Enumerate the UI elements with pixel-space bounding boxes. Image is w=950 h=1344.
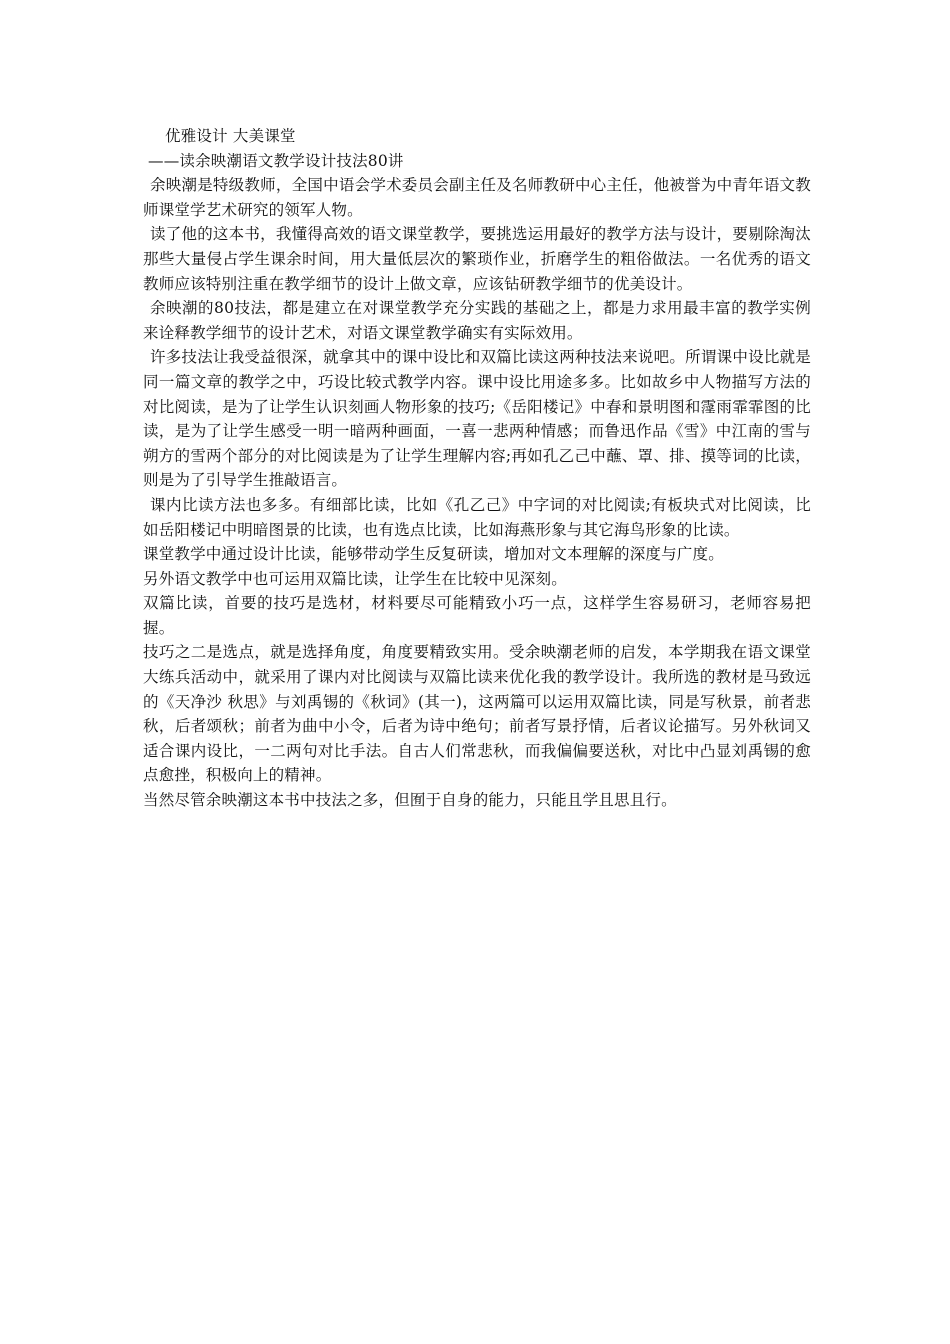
paragraph-comparison: 许多技法让我受益很深，就拿其中的课中设比和双篇比读这两种技法来说吧。所谓课中设比就是同一篇文章的教学之中，巧设比较式教学内容。课中设比用途多多。比如故乡中人物描写方法的对比阅读，是为了让学生认识刻画人物形象的技巧;《岳阳楼记》中春和景明图和霪雨霏霏图的比读，是为了让学生感受一明一暗两种画面，一喜一悲两种情感；而鲁迅作品《雪》中江南的雪与朔方的雪两个部分的对比阅读是为了让学生理解内容;再如孔乙己中蘸、罩、排、摸等词的比读，则是为了引导学生推敲语言。 xyxy=(143,348,811,490)
paragraph-in-class-comparison: 课内比读方法也多多。有细部比读，比如《孔乙己》中字词的对比阅读;有板块式对比阅读，比如岳阳楼记中明暗图景的比读，也有选点比读，比如海燕形象与其它海鸟形象的比读。 xyxy=(143,495,811,539)
paragraph-double-text: 另外语文教学中也可运用双篇比读，让学生在比较中见深刻。 xyxy=(143,569,567,588)
paragraph-intro: 余映潮是特级教师，全国中语会学术委员会副主任及名师教研中心主任，他被誉为中青年语文教师课堂学艺术研究的领军人物。 xyxy=(143,176,811,219)
paragraph-conclusion: 当然尽管余映潮这本书中技法之多，但囿于自身的能力，只能且学且思且行。 xyxy=(143,791,677,810)
paragraph-focus-selection: 技巧之二是选点，就是选择角度，角度要精致实用。受余映潮老师的启发，本学期我在语文课堂大练兵活动中，就采用了课内对比阅读与双篇比读来优化我的教学设计。我所选的教材是马致远的《天净沙 秋思》与刘禹锡的《秋词》(其一)，这两篇可以运用双篇比读，同是写秋景，前者悲秋，后者颂秋；前者为曲中小令，后者为诗中绝句；前者写景抒情，后者议论描写。另外秋词又适合课内设比，一二两句对比手法。自古人们常悲秋，而我偏偏要送秋，对比中凸显刘禹锡的愈点愈挫，积极向上的精神。 xyxy=(143,643,811,785)
document-subtitle: ——读余映潮语文教学设计技法80讲 xyxy=(148,151,404,170)
document-body xyxy=(143,124,811,813)
paragraph-reading: 读了他的这本书，我懂得高效的语文课堂教学，要挑选运用最好的教学方法与设计，要剔除淘汰那些大量侵占学生课余时间，用大量低层次的繁琐作业，折磨学生的粗俗做法。一名优秀的语文教师应该特别注重在教学细节的设计上做文章，应该钻研教学细节的优美设计。 xyxy=(143,225,811,293)
paragraph-techniques: 余映潮的80技法，都是建立在对课堂教学充分实践的基础之上，都是力求用最丰富的教学实例来诠释教学细节的设计艺术，对语文课堂教学确实有实际效用。 xyxy=(143,299,811,342)
document-title: 优雅设计 大美课堂 xyxy=(165,127,296,145)
paragraph-design-effect: 课堂教学中通过设计比读，能够带动学生反复研读，增加对文本理解的深度与广度。 xyxy=(143,545,724,564)
paragraph-material-selection: 双篇比读，首要的技巧是选材，材料要尽可能精致小巧一点，这样学生容易研习，老师容易把握。 xyxy=(143,594,811,637)
